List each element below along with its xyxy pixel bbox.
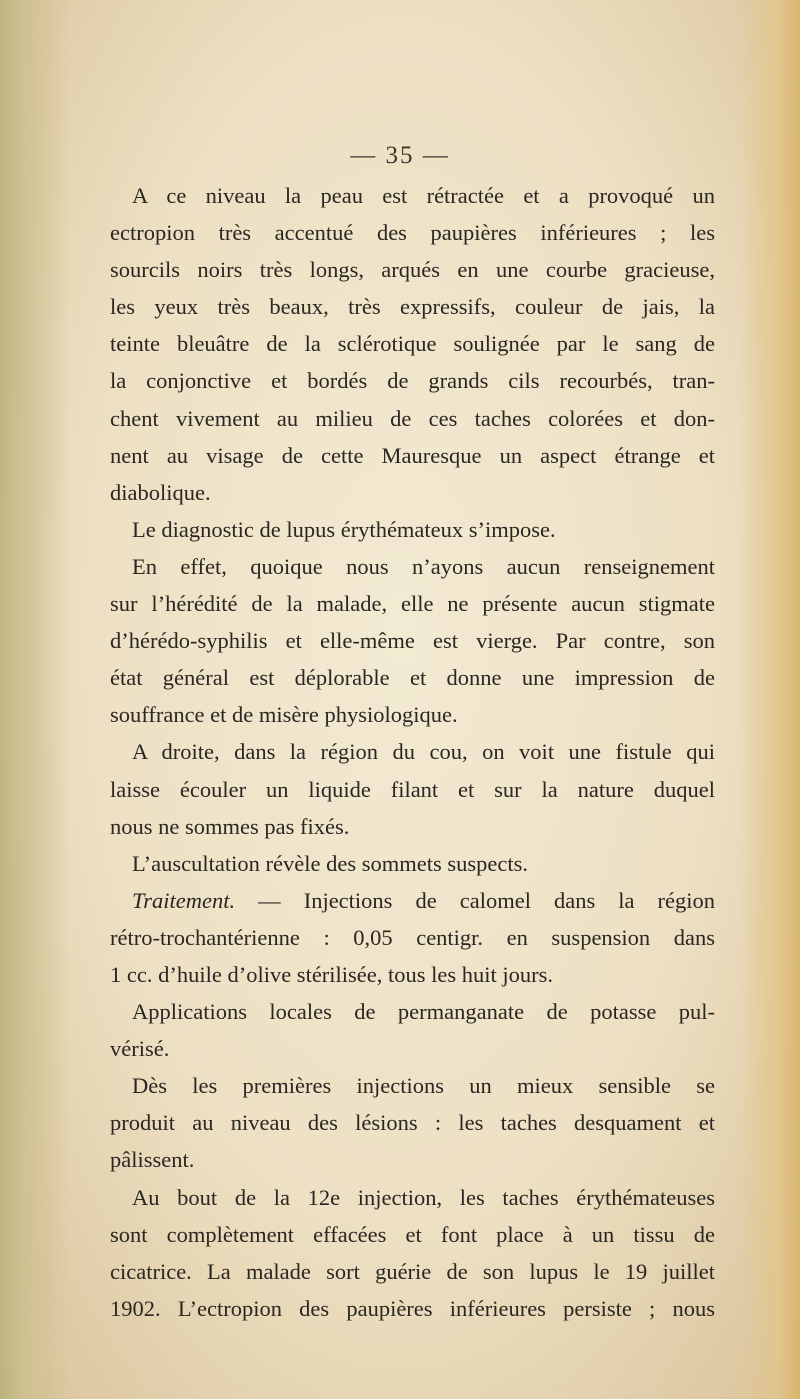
- text-line: Applications locales de permanganate de potasse pul-: [132, 999, 715, 1025]
- text-line: souffrance et de misère physiologique.: [110, 702, 458, 728]
- text-line: pâlissent.: [110, 1147, 195, 1173]
- text-line: [110, 882, 715, 919]
- text-line: sourcils noirs très longs, arqués en une courbe gracieuse,: [110, 257, 715, 283]
- body-text: [110, 177, 715, 1327]
- left-page-edge: [0, 0, 70, 1399]
- text-line: chent vivement au milieu de ces taches colorées et don-: [110, 405, 715, 431]
- text-line: vérisé.: [110, 1036, 170, 1062]
- text-line: En effet, quoique nous n’ayons aucun renseignement: [132, 553, 715, 579]
- page-number: — 35 —: [350, 142, 450, 169]
- text-line: A droite, dans la région du cou, on voit une fistule qui: [132, 739, 715, 765]
- text-line: ectropion très accentué des paupières inférieures ; les: [110, 220, 715, 246]
- text-line: cicatrice. La malade sort guérie de son lupus le 19 juillet: [110, 1258, 715, 1284]
- line-text: — Injections de calomel dans la région: [235, 887, 715, 913]
- text-line: L’auscultation révèle des sommets suspects.: [132, 850, 528, 876]
- text-line: rétro-trochantérienne : 0,05 centigr. en suspension dans: [110, 924, 715, 950]
- text-line: les yeux très beaux, très expressifs, couleur de jais, la: [110, 294, 715, 320]
- right-page-edge: [740, 0, 800, 1399]
- text-line: état général est déplorable et donne une impression de: [110, 665, 715, 691]
- text-line: Le diagnostic de lupus érythémateux s’impose.: [132, 516, 556, 542]
- text-line: diabolique.: [110, 479, 211, 505]
- section-lead: Traitement.: [132, 887, 236, 913]
- text-line: sont complètement effacées et font place à un tissu de: [110, 1221, 715, 1247]
- text-line: la conjonctive et bordés de grands cils recourbés, tran-: [110, 368, 715, 394]
- text-line: nent au visage de cette Mauresque un aspect étrange et: [110, 442, 715, 468]
- text-line: nous ne sommes pas fixés.: [110, 813, 350, 839]
- text-line: teinte bleuâtre de la sclérotique soulignée par le sang de: [110, 331, 715, 357]
- text-line: laisse écouler un liquide filant et sur la nature duquel: [110, 776, 715, 802]
- text-line: 1902. L’ectropion des paupières inférieures persiste ; nous: [110, 1295, 715, 1321]
- text-line: d’hérédo-syphilis et elle-même est vierge. Par contre, son: [110, 628, 715, 654]
- text-line: produit au niveau des lésions : les taches desquament et: [110, 1110, 715, 1136]
- text-line: 1 cc. d’huile d’olive stérilisée, tous les huit jours.: [110, 961, 554, 987]
- text-line: Dès les premières injections un mieux sensible se: [132, 1073, 715, 1099]
- text-line: sur l’hérédité de la malade, elle ne présente aucun stigmate: [110, 591, 715, 617]
- text-line: A ce niveau la peau est rétractée et a provoqué un: [132, 183, 715, 208]
- text-line: Au bout de la 12e injection, les taches érythémateuses: [132, 1184, 715, 1210]
- text-lines: [110, 177, 715, 1327]
